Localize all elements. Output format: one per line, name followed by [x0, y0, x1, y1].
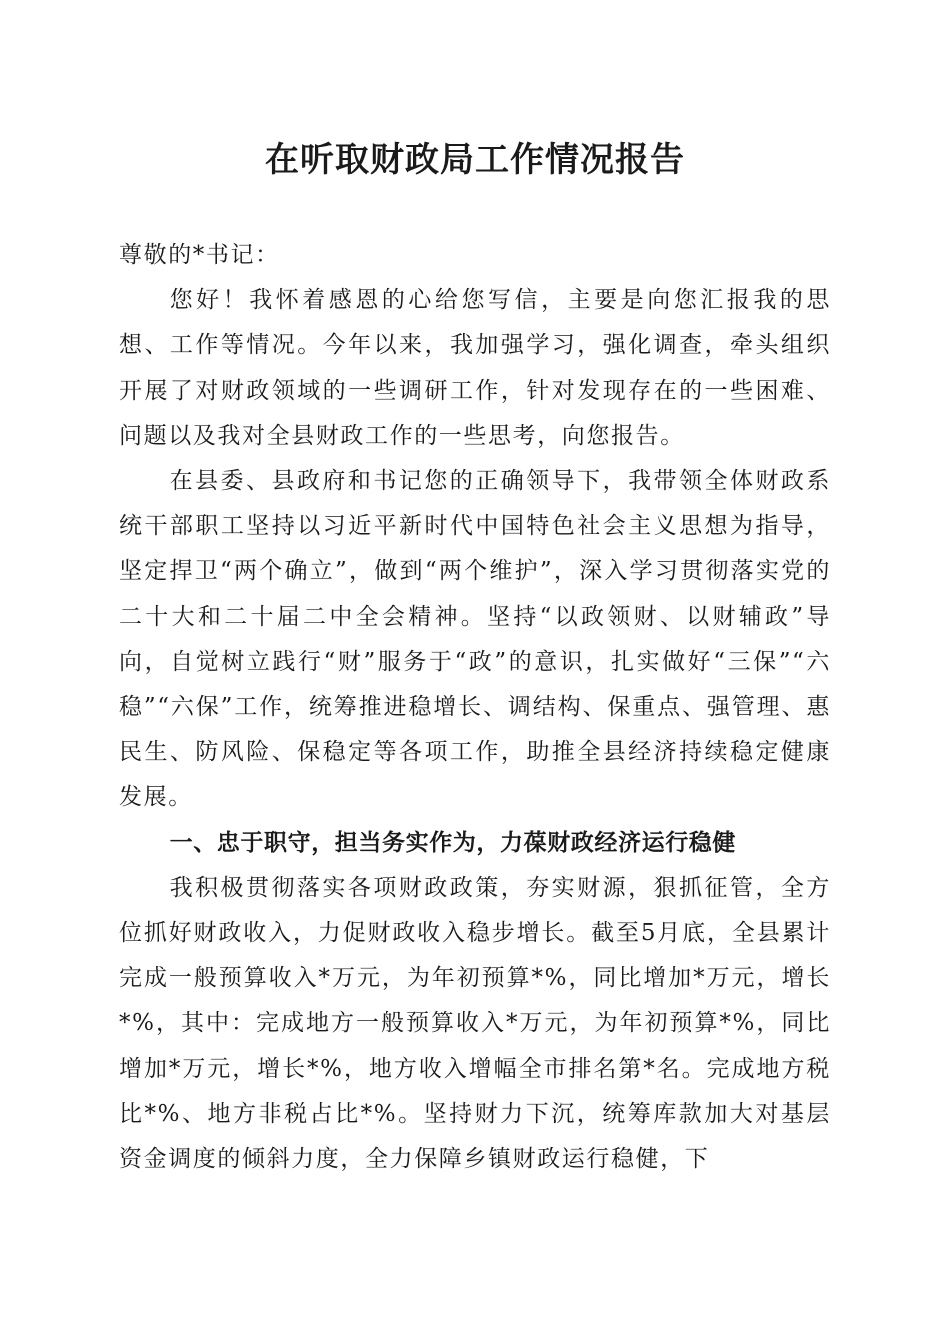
paragraph-section-1: 我积极贯彻落实各项财政政策，夯实财源，狠抓征管，全方位抓好财政收入，力促财政收入稳步增长。截至5月底，全县累计完成一般预算收入*万元，为年初预算*%，同比增加*万元，增长*%，其中：完成地方一般预算收入*万元，为年初预算*%，同比增加*万元，增长*%，地方收入增幅全市排名第*名。完成地方税比*%、地方非税占比*%。坚持财力下沉，统筹库款加大对基层资金调度的倾斜力度，全力保障乡镇财政运行稳健，下 — [119, 874, 831, 1173]
salutation: 尊敬的*书记： — [119, 242, 280, 268]
section-heading-1: 一、忠于职守，担当务实作为，力葆财政经济运行稳健 — [169, 829, 736, 856]
document-title: 在听取财政局工作情况报告 — [265, 140, 685, 180]
document-body — [119, 233, 831, 1182]
paragraph-leadership: 在县委、县政府和书记您的正确领导下，我带领全体财政系统干部职工坚持以习近平新时代中国特色社会主义思想为指导，坚定捍卫“两个确立”，做到“两个维护”，深入学习贯彻落实党的二十大和二十届二中全会精神。坚持“以政领财、以财辅政”导向，自觉树立践行“财”服务于“政”的意识，扎实做好“三保”“六稳”“六保”工作，统筹推进稳增长、调结构、保重点、强管理、惠民生、防风险、保稳定等各项工作，助推全县经济持续稳定健康发展。 — [119, 468, 831, 811]
paragraph-intro: 您好！我怀着感恩的心给您写信，主要是向您汇报我的思想、工作等情况。今年以来，我加强学习，强化调查，牵头组织开展了对财政领域的一些调研工作，针对发现存在的一些困难、问题以及我对全县财政工作的一些思考，向您报告。 — [119, 287, 831, 449]
